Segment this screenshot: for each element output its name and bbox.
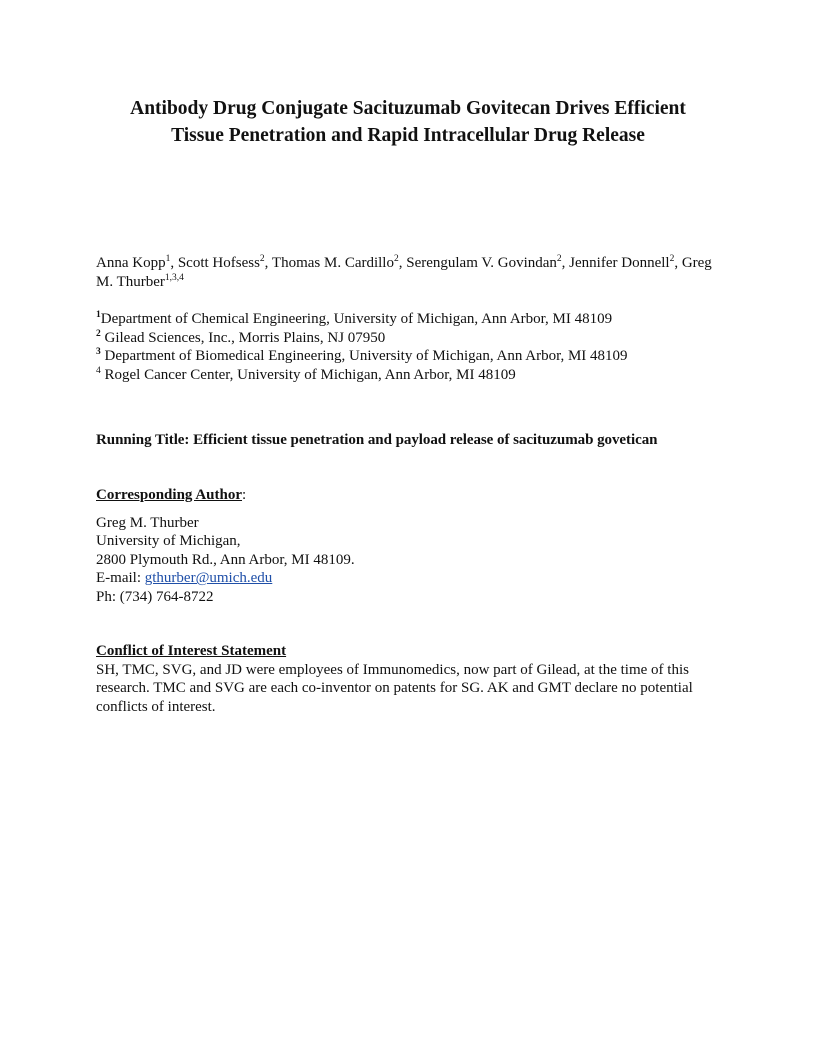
- author: Jennifer Donnell$^2$,: [569, 254, 682, 271]
- conflict-text: SH, TMC, SVG, and JD were employees of Immunomedics, now part of Gilead, at the time of this research. TMC and SVG are each co-inventor on patents for SG. AK and GMT declare no potential conflicts of interest.: [96, 661, 693, 715]
- author-affiliation-marker: 2: [259, 254, 265, 264]
- affiliation-number: 1: [96, 310, 101, 320]
- corresponding-author-heading: Corresponding Author: [96, 487, 243, 503]
- corresponding-phone: Ph: (734) 764-8722: [96, 588, 214, 605]
- affiliation: [96, 310, 726, 329]
- conflict-heading: Conflict of Interest Statement: [96, 643, 287, 659]
- author-affiliation-marker: 2: [393, 254, 399, 264]
- affiliation-number: 4: [96, 365, 101, 376]
- affiliation: [96, 366, 726, 385]
- author-name: Thomas M. Cardillo: [271, 255, 394, 271]
- author-affiliation-marker: 2: [556, 254, 562, 264]
- corresponding-name: Greg M. Thurber: [96, 514, 199, 531]
- affiliation: [96, 347, 726, 366]
- corresponding-institution: University of Michigan,: [96, 533, 241, 550]
- author-list: [96, 254, 726, 291]
- corresponding-author-heading-row: Corresponding Author:: [96, 487, 247, 503]
- affiliation-text: Gilead Sciences, Inc., Morris Plains, NJ 07950: [100, 329, 386, 346]
- author: Thomas M. Cardillo$^2$,: [271, 254, 407, 271]
- affiliation-list: [96, 310, 726, 384]
- title-line-2: Tissue Penetration and Rapid Intracellular Drug Release: [171, 125, 645, 146]
- affiliation-text: Department of Chemical Engineering, University of Michigan, Ann Arbor, MI 48109: [100, 311, 613, 327]
- author-name: Serengulam V. Govindan: [406, 255, 557, 271]
- author-affiliation-marker: 1,3,4: [164, 272, 184, 283]
- author-name: Jennifer Donnell: [569, 255, 670, 271]
- affiliation-number: 2: [96, 328, 101, 339]
- author-affiliation-marker: 2: [669, 254, 675, 264]
- author-name: Anna Kopp: [96, 255, 166, 271]
- author-name: Scott Hofsess: [177, 255, 260, 271]
- affiliation-text: Department of Biomedical Engineering, University of Michigan, Ann Arbor, MI 48109: [100, 348, 628, 365]
- corresponding-author-section: [96, 486, 726, 607]
- author: Anna Kopp$^1$,: [96, 254, 178, 271]
- email-label: E-mail:: [96, 570, 145, 587]
- conflict-of-interest-section: [96, 642, 726, 716]
- affiliation: [96, 329, 726, 348]
- author-affiliation-marker: 1: [165, 254, 171, 264]
- title-line-1: Antibody Drug Conjugate Sacituzumab Govitecan Drives Efficient: [130, 98, 686, 119]
- corresponding-email-row: [96, 569, 726, 588]
- author: Scott Hofsess$^2$,: [177, 254, 272, 271]
- paper-title: [90, 95, 726, 149]
- corresponding-author-details: [96, 514, 726, 607]
- affiliation-text: Rogel Cancer Center, University of Michigan, Ann Arbor, MI 48109: [100, 366, 516, 383]
- author: Serengulam V. Govindan$^2$,: [406, 254, 570, 271]
- affiliation-number: 3: [96, 347, 101, 358]
- author-name: Greg M. Thurber: [96, 255, 712, 290]
- email-link[interactable]: gthurber@umich.edu: [144, 570, 273, 587]
- corresponding-address: 2800 Plymouth Rd., Ann Arbor, MI 48109.: [96, 551, 355, 568]
- running-title: Running Title: Efficient tissue penetration and payload release of sacituzumab govetican: [96, 432, 658, 448]
